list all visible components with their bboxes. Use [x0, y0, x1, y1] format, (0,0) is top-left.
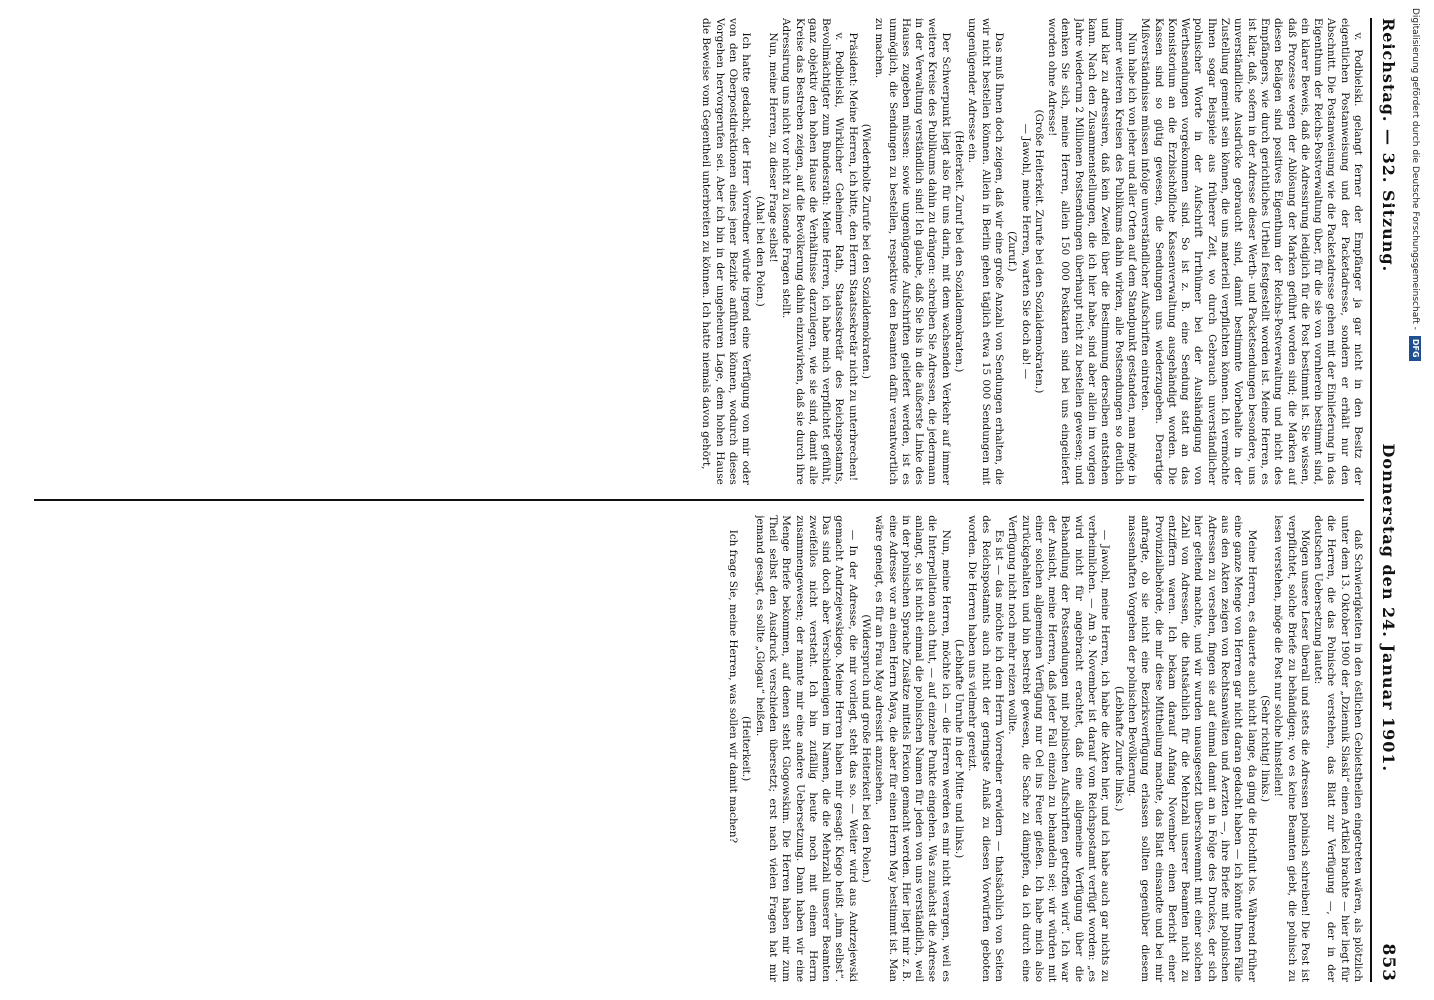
- paragraph: Nun, meine Herren, möchte ich — die Herren werden es mir nicht verargen, weil es die Interpellation auch thut, — auf einzelne Punkte eingehen. Was zunächst die Adresse anlangt, so ist nicht einmal die polnischen Namen für jeden von uns verständlich, weil in der polnischen Sprache Zusätze mittels Flexion gemacht werden. Hier liegt mir z. B. eine Adresse vor an einen Herrn Maya, die aber für einen Herrn May bestimmt ist. Man wäre geneigt, es für an Frau May adressirt anzusehen.: [873, 515, 952, 982]
- paragraph: Ich hatte gedacht, der Herr Vorredner würde irgend eine Verfügung von mir oder von den Oberpostdirektionen eines jener Bezirke anführen können, wodurch dieses Vorgehen hervorgerufen sei. Aber ich bin in der ungeheuren Lage, dem hohen Hause die Beweise vom Gegentheil unterbreiten zu können. Ich hatte niemals davon gehört,: [700, 18, 753, 485]
- paragraph: (Heiterkeit. Zuruf bei den Sozialdemokraten.): [953, 130, 966, 373]
- paragraph: Es ist — das möchte ich dem Herrn Vorredner erwidern — thatsächlich von Seiten des Reichspostamts auch nicht der geringste Anlaß zu diesen Vorwürfen geboten worden. Die Herren haben uns vielmehr gereizt.: [966, 515, 1005, 982]
- column-divider: [34, 499, 1364, 501]
- paragraph: (Zuruf.): [1006, 231, 1019, 272]
- paragraph: v. Podbielski, Wirklicher Geheimer Rath, Staatssekretär des Reichspostamts, Bevollmächtigter zum Bundesrath: Meine Herren, ich habe mich verpflichtet gefühlt, ganz objektiv den hohen Hause die Verhältnisse darzulegen, wie sie sind, damit alle Kreise das Bestreben zeigen, auf die Bevölkerung dahin einzuwirken, daß sie durch ihre Adressirung uns nicht vor nicht zu lösende Fragen stellt.: [780, 18, 846, 485]
- paragraph: — Jawohl, meine Herren, ich habe die Akten hier, und ich habe auch gar nichts zu verheimlichen. — Am 9. November ist darauf vom Reichspostamt verfügt worden: „es wird nicht für angebracht erachtet, daß eine allgemeine Verfügung über die Behandlung der Postsendungen mit polnischen Aufschriften getroffen wird“. Ich war der Ansicht, meine Herren, daß jeder Fall einzeln zu behandeln sei; wir würden mit einer solchen allgemeinen Verfügung nur Oel ins Feuer gießen. Ich habe mich also zurückgehalten und bin bestrebt gewesen, die Sache zu dämpfen, da ich durch eine Verfügung nicht noch mehr reizen wollte.: [1006, 515, 1112, 982]
- paragraph: — Jawohl, meine Herren, warten Sie doch ab! —: [1019, 123, 1032, 380]
- paragraph: v. Podbielski. gelangt ferner der Empfänger ja gar nicht in den Besitz der eigentlichen Postanweisung und der Packetadresse, sondern er erhält nur den Abschnitt. Die Postanweisung wie die Packetadresse gehen mit der Einlieferung in das Eigenthum der Reichs-Postverwaltung über, für die sie von vornherein bestimmt sind, ein klarer Beweis, daß die Adressirung lediglich für die Post bestimmt ist. Sie wissen, daß Prozesse wegen der Ablösung der Marken geführt worden sind; die Marken auf diesen Belägen sind positives Eigenthum der Reichs-Postverwaltung und nicht des Empfängers, wie durch gerichtliches Urtheil festgestellt worden ist. Meine Herren, es ist klar, daß, sofern in der Adresse dieser Werth- und Packetsendungen besondere, uns unverständliche Ausdrücke gebraucht sind, damit bestimmte Vorbehalte in der Zustellung gemeint sein können, die uns materiell verpflichten können. Ich vermöchte Ihnen sogar Beispiele aus früherer Zeit, wo durch Gebrauch unverständlicher polnischer Worte in der Aufschrift Irrthümer bei der Aushändigung von Werthsendungen vorgekommen sind. So ist z. B. eine Sendung statt an das Konsistorium an die Erzbischöfliche Kassenverwaltung ausgehändigt worden. Die Kassen sind so gütig gewesen, die Sendungen uns wiederzugeben. Derartige Mißverständnisse müssen infolge unverständlicher Aufschriften eintreten.: [1139, 18, 1364, 485]
- page-header: [1370, 18, 1398, 982]
- paragraph: Meine Herren, es dauerte auch nicht lange, da ging die Hochflut los. Während früher eine ganze Menge von Herren gar nicht daran gedacht haben — ich könnte Ihnen Fälle aus den Akten zeigen von Rechtsanwälten und Aerzten —, ihre Briefe mit polnischen Adressen zu versehen, fingen sie auf einmal damit an in Folge des Druckes, der sich hier geltend machte, und wir wurden unausgesetzt überschwemmt mit einer solchen Zahl von Adressen, die thatsächlich für die Mehrzahl unserer Beamten nicht zu entziffern waren. Ich bekam darauf Anfang November einen Bericht einer Provinzialbehörde, die mir diese Mittheilung machte, das Blatt einsandte und bei mir anfragte, ob sie nicht eine Bezirksverfügung erlassen sollten gegenüber diesem massenhaften Vorgehen der polnischen Bevölkerung.: [1125, 515, 1258, 982]
- paragraph: Das muß Ihnen doch zeigen, daß wir eine große Anzahl von Sendungen erhalten, die wir nicht bestellen können. Allein in Berlin gehen täglich etwa 15 000 Sendungen mit ungenügender Adresse ein.: [966, 18, 1005, 485]
- paragraph: Präsident: Meine Herren, ich bitte, den Herrn Staatssekretär nicht zu unterbrechen!: [846, 32, 859, 481]
- paragraph: (Aha! bei den Polen.): [753, 196, 766, 307]
- right-column: [34, 515, 1364, 982]
- paragraph: — In der Adresse, die mir vorliegt, steht das so. — Weiter wird aus Andrzejewski gemacht Andrzejewskiego. Meine Herren haben mir gesagt: Kiego heißt „ihm selbst“. Das sind doch aber Verschiedenigen im Namen, die die Mehrzahl unserer Beamten zweifellos nicht versteht. Ich bin zufällig heute noch mit einem Herrn zusammengewesen; der nannte mir eine andere Uebersetzung. Dann haben wir eine Menge Briefe bekommen, auf denen steht Glogowskim. Die Herren haben mir zum Theil selbst den Ausdruck verschieden übersetzt; erst nach vielen Fragen hat mir jemand gesagt, es sollte „Glogau“ heißen.: [753, 515, 859, 982]
- paragraph: (Widerspruch und große Heiterkeit bei den Polen.): [860, 614, 873, 883]
- paragraph: (Wiederholte Zurufe bei den Sozialdemokraten.): [860, 123, 873, 379]
- header-date: Donnerstag den 24. Januar 1901.: [1379, 443, 1398, 773]
- header-left: Reichstag. — 32. Sitzung.: [1379, 18, 1398, 273]
- dfg-logo: DFG: [1409, 336, 1421, 361]
- text-columns: [34, 18, 1364, 982]
- paragraph: Der Schwerpunkt liegt also für uns darin, mit dem wachsenden Verkehr auf immer weitere Kreise des Publikums dahin zu drängen: schreiben Sie Adressen, die jedermann in der Verwaltung verständlich sind! Ich glaube, daß Sie bis in die äußerste Linke des Hauses zugeben müssen: sowie ungenügende Aufschriften geliefert werden, ist es unmöglich, die Sendungen zu bestellen, respektive den Beamten dafür verantwortlich zu machen.: [873, 18, 952, 485]
- paragraph: Mögen unsere Leser überall und stets die Adressen polnisch schreiben! Die Post ist verpflichtet, solche Briefe zu behändigen; wo es keine Beamten giebt, die polnisch zu lesen verstehen, möge die Post nur solche hinstellen!: [1272, 515, 1311, 982]
- left-column: [34, 18, 1364, 485]
- page-number: 853: [1378, 943, 1398, 982]
- digitization-stamp: [1406, 8, 1428, 988]
- paragraph: Nun habe ich von jeher und aller Orten auf dem Standpunkt gestanden, man möge in immer weiteren Kreisen des Publikums dahin wirken, alle Postsendungen so deutlich und klar zu adressiren, daß kein Zweifel über die Bestimmung derselben entstehen kann. Nach den Zusammenstellungen, die ich hier habe, sind aber allein im vorigen Jahre wiederum 2 Millionen Postsendungen überhaupt nicht zu bestellen gewesen; und denken Sie sich, meine Herren, allein 150 000 Postkarten sind bei uns eingeliefert worden ohne Adresse!: [1046, 18, 1138, 485]
- paragraph: Ich frage Sie, meine Herren, was sollen wir damit machen?: [727, 529, 740, 844]
- paragraph: daß Schwierigkeiten in den östlichen Gebietstheilen eingetreten wären, als plötzlich unter dem 13. Oktober 1900 der „Dziennik Slaski“ einen Artikel brachte — hier liegt für die Herren, die das Polnische verstehen, das Blatt zur Verfügung —, der in der deutschen Uebersetzung lautet:: [1312, 515, 1364, 982]
- paragraph: Nun, meine Herren, zu dieser Frage selbst!: [766, 32, 779, 263]
- paragraph: (Lebhafte Unruhe in der Mitte und links.): [953, 639, 966, 859]
- paragraph: (Heiterkeit.): [740, 716, 753, 782]
- stamp-text: Digitalisierung gefördert durch die Deutsche Forschungsgemeinschaft -: [1410, 8, 1420, 330]
- paragraph: (Große Heiterkeit. Zurufe bei den Sozialdemokraten.): [1032, 109, 1045, 394]
- paragraph: (Lebhafte Zurufe links.): [1112, 685, 1125, 812]
- paragraph: (Sehr richtig! links.): [1258, 695, 1271, 803]
